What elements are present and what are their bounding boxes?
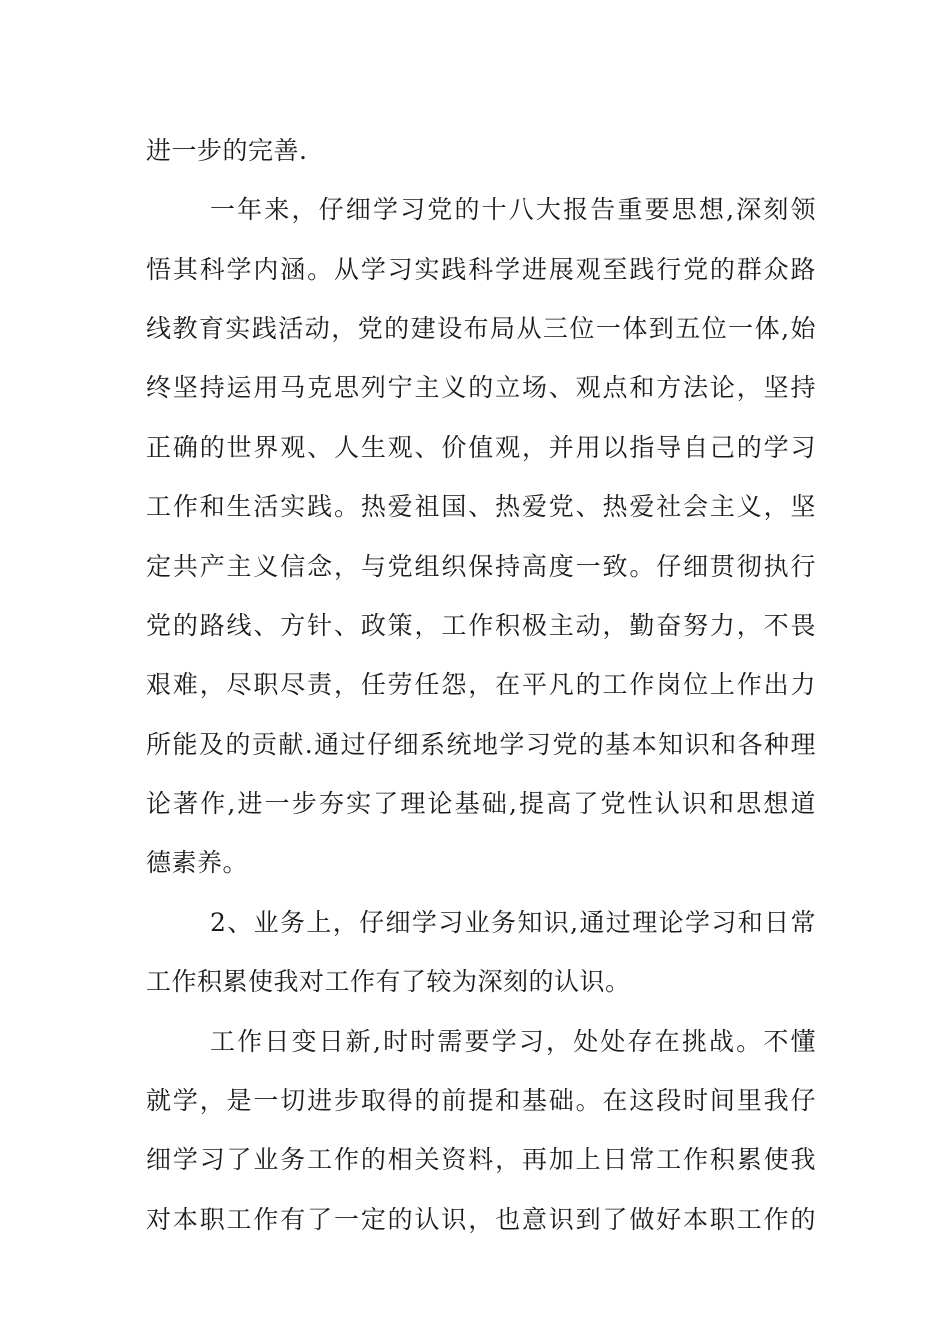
text-line: 线教育实践活动，党的建设布局从三位一体到五位一体,始 <box>146 314 816 343</box>
text-line: 工作积累使我对工作有了较为深刻的认识。 <box>146 967 631 996</box>
text-line: 终坚持运用马克思列宁主义的立场、观点和方法论，坚持 <box>146 373 816 402</box>
text-line: 定共产主义信念，与党组织保持高度一致。仔细贯彻执行 <box>146 552 816 581</box>
text-line: 正确的世界观、人生观、价值观，并用以指导自己的学习 <box>146 433 816 462</box>
text-line: 论著作,进一步夯实了理论基础,提高了党性认识和思想道 <box>146 789 816 818</box>
paragraph-1-first-line: 一年来，仔细学习党的十八大报告重要思想,深刻领 <box>210 195 816 224</box>
text-line: 党的路线、方针、政策，工作积极主动，勤奋努力，不畏 <box>146 611 816 640</box>
text-line: 对本职工作有了一定的认识，也意识到了做好本职工作的 <box>146 1205 816 1234</box>
paragraph-3-first-line: 工作日变日新,时时需要学习，处处存在挑战。不懂 <box>210 1027 816 1056</box>
text-line: 悟其科学内涵。从学习实践科学进展观至践行党的群众路 <box>146 255 816 284</box>
text-line: 就学，是一切进步取得的前提和基础。在这段时间里我仔 <box>146 1086 816 1115</box>
text-line: 进一步的完善. <box>146 136 308 165</box>
text-line: 工作和生活实践。热爱祖国、热爱党、热爱社会主义，坚 <box>146 492 816 521</box>
text-line: 德素养。 <box>146 848 249 877</box>
text-line: 细学习了业务工作的相关资料，再加上日常工作积累使我 <box>146 1145 816 1174</box>
text-line: 所能及的贡献.通过仔细系统地学习党的基本知识和各种理 <box>146 730 816 759</box>
paragraph-2-first-line: 2、业务上，仔细学习业务知识,通过理论学习和日常 <box>210 908 816 937</box>
text-line: 艰难，尽职尽责，任劳任怨，在平凡的工作岗位上作出力 <box>146 670 816 699</box>
